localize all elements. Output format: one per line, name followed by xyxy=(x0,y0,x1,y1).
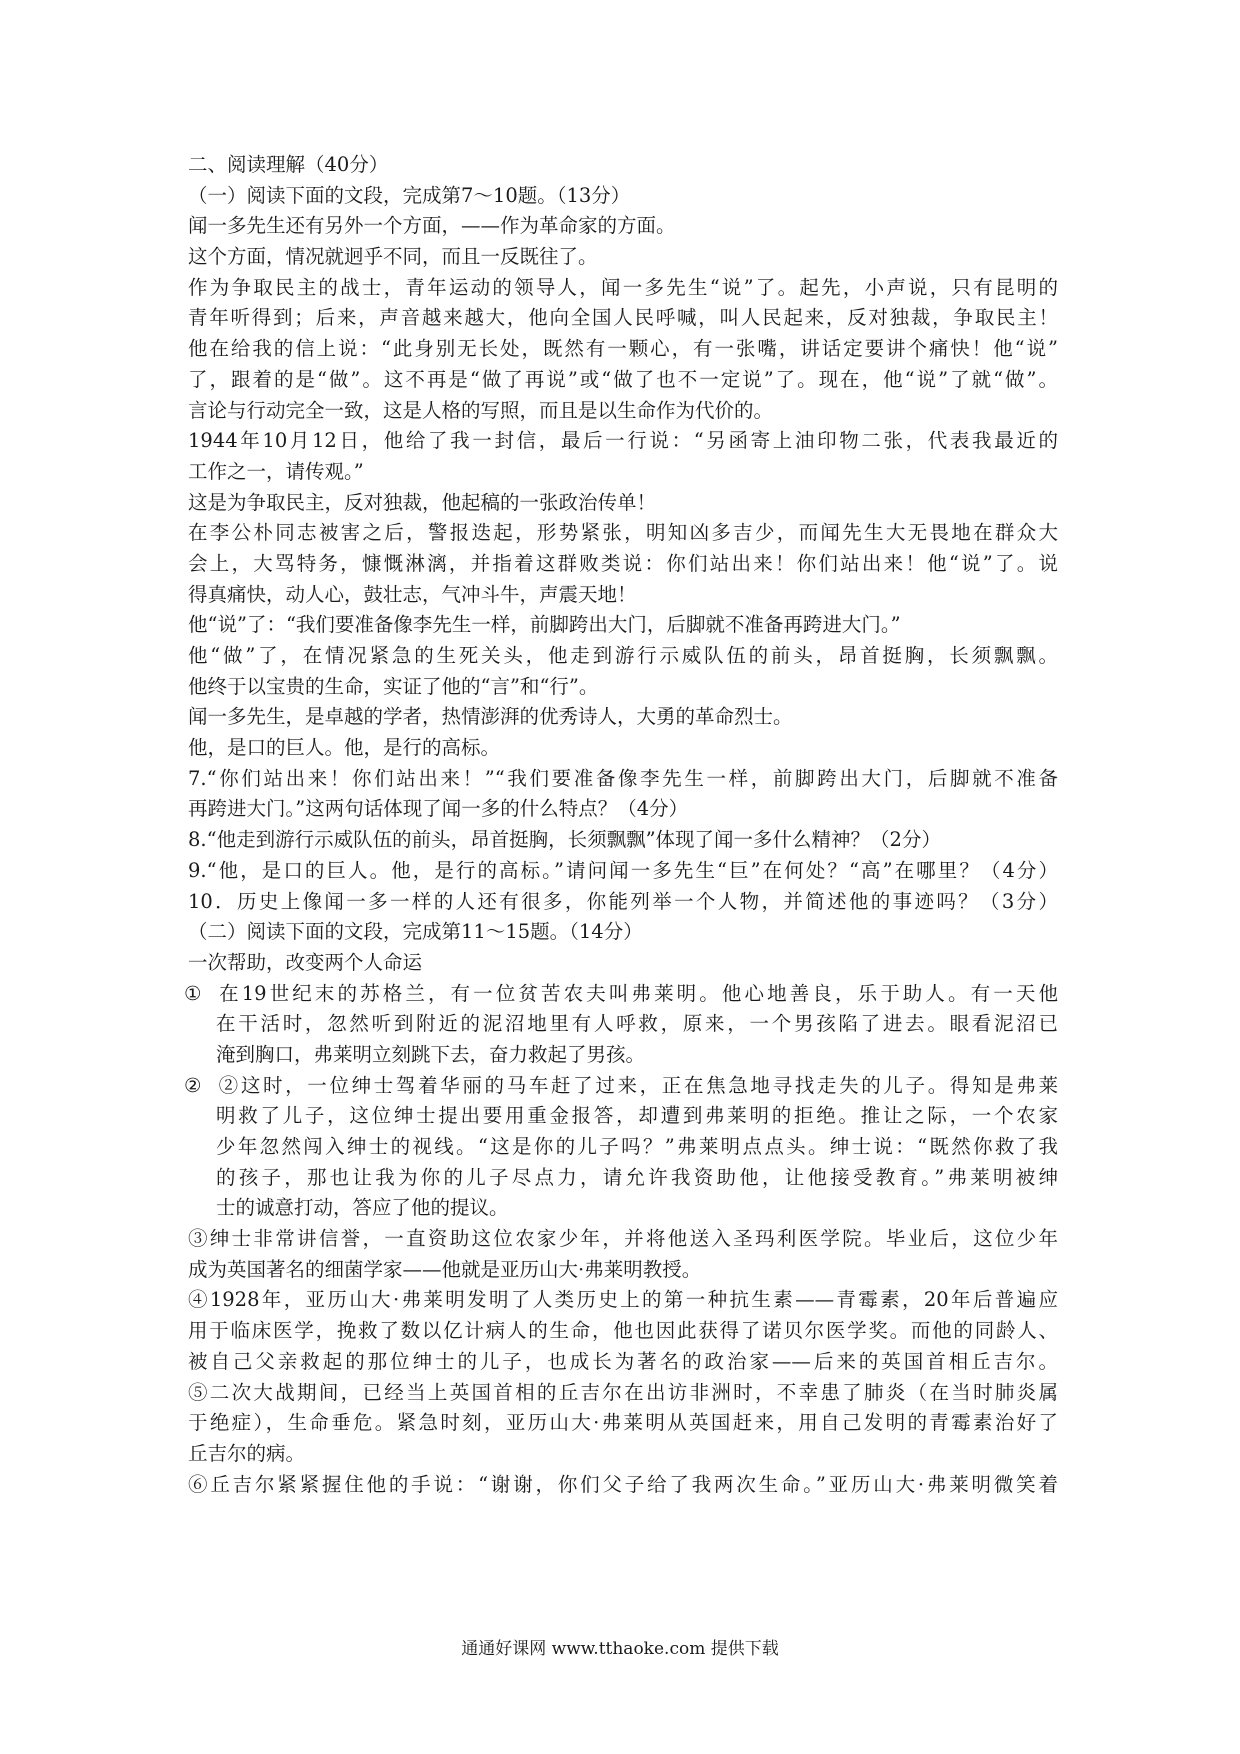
text-line xyxy=(188,1163,1058,1194)
text-line xyxy=(188,764,1058,795)
text-line xyxy=(188,917,1058,948)
line-text: 8.“他走到游行示威队伍的前头，昂首挺胸，长须飘飘”体现了闻一多什么精神？（2分） xyxy=(188,828,941,852)
text-line xyxy=(188,672,1058,703)
line-text: 闻一多先生，是卓越的学者，热情澎湃的优秀诗人，大勇的革命烈士。 xyxy=(188,705,793,729)
text-line xyxy=(188,1470,1058,1501)
text-line xyxy=(188,1408,1058,1439)
line-text: 了，跟着的是“做”。这不再是“做了再说”或“做了也不一定说”了。现在，他“说”了就“做”。 xyxy=(188,367,1058,391)
text-line xyxy=(188,549,1058,580)
text-line xyxy=(188,181,1058,212)
line-text: （二）阅读下面的文段，完成第11～15题。（14分） xyxy=(188,920,643,944)
text-line xyxy=(188,396,1058,427)
text-line xyxy=(188,303,1058,334)
line-text: 工作之一，请传观。” xyxy=(188,459,364,483)
line-text: 9.“他，是口的巨人。他，是行的高标。”请问闻一多先生“巨”在何处？“高”在哪里？（4分） xyxy=(188,858,1058,882)
line-text: 得真痛快，动人心，鼓壮志，气冲斗牛，声震天地！ xyxy=(188,582,637,606)
line-text: 丘吉尔的病。 xyxy=(188,1441,306,1465)
text-line xyxy=(188,518,1058,549)
line-text: ③绅士非常讲信誉，一直资助这位农家少年，并将他送入圣玛利医学院。毕业后，这位少年 xyxy=(188,1227,1058,1251)
text-line xyxy=(184,979,1058,1010)
text-line xyxy=(188,580,1058,611)
text-line xyxy=(188,242,1058,273)
text-line xyxy=(188,1439,1058,1470)
line-text: 于绝症），生命垂危。紧急时刻，亚历山大·弗莱明从英国赶来，用自己发明的青霉素治好了 xyxy=(188,1411,1058,1435)
text-line xyxy=(188,948,1058,979)
text-line xyxy=(188,150,1058,181)
line-text: 一次帮助，改变两个人命运 xyxy=(188,950,423,974)
paragraph-number: ① xyxy=(184,981,202,1005)
text-line xyxy=(188,1040,1058,1071)
text-line xyxy=(188,1347,1058,1378)
text-line xyxy=(188,825,1058,856)
line-text: 的孩子，那也让我为你的儿子尽点力，请允许我资助他，让他接受教育。”弗莱明被绅 xyxy=(216,1165,1058,1189)
line-text: 青年听得到；后来，声音越来越大，他向全国人民呼喊，叫人民起来，反对独裁，争取民主！ xyxy=(188,306,1058,330)
line-text: 他“说”了：“我们要准备像李先生一样，前脚跨出大门，后脚就不准备再跨进大门。” xyxy=(188,613,901,637)
text-line xyxy=(188,1009,1058,1040)
line-text: 二、阅读理解（40分） xyxy=(188,153,389,176)
page-footer: 通通好课网 www.tthaoke.com 提供下载 xyxy=(461,1639,779,1659)
text-line xyxy=(188,1193,1058,1224)
text-line xyxy=(188,1255,1058,1286)
text-line xyxy=(188,1316,1058,1347)
line-text: 他在给我的信上说：“此身别无长处，既然有一颗心，有一张嘴，讲话定要讲个痛快！他“说” xyxy=(188,337,1058,361)
line-text: 他，是口的巨人。他，是行的高标。 xyxy=(188,736,501,760)
line-text: 这是为争取民主，反对独裁，他起稿的一张政治传单！ xyxy=(188,490,657,514)
text-line xyxy=(188,334,1058,365)
line-text: 再跨进大门。”这两句话体现了闻一多的什么特点？（4分） xyxy=(188,797,689,821)
text-line xyxy=(188,794,1058,825)
line-text: （一）阅读下面的文段，完成第7～10题。（13分） xyxy=(188,183,631,207)
line-text: 淹到胸口，弗莱明立刻跳下去，奋力救起了男孩。 xyxy=(216,1042,646,1066)
text-line xyxy=(188,426,1058,457)
line-text: 用于临床医学，挽救了数以亿计病人的生命，他也因此获得了诺贝尔医学奖。而他的同龄人、 xyxy=(188,1319,1058,1343)
text-line xyxy=(188,856,1058,887)
line-text: 明救了儿子，这位绅士提出要用重金报答，却遭到弗莱明的拒绝。推让之际，一个农家 xyxy=(216,1104,1058,1128)
text-line xyxy=(188,1224,1058,1255)
line-text: 10．历史上像闻一多一样的人还有很多，你能列举一个人物，并简述他的事迹吗？（3分） xyxy=(188,889,1058,913)
text-line xyxy=(188,488,1058,519)
text-line xyxy=(188,1132,1058,1163)
line-text: ④1928年，亚历山大·弗莱明发明了人类历史上的第一种抗生素——青霉素，20年后普遍应 xyxy=(188,1288,1058,1312)
line-text: ②这时，一位绅士驾着华丽的马车赶了过来，正在焦急地寻找走失的儿子。得知是弗莱 xyxy=(216,1073,1058,1097)
document-body xyxy=(184,150,1058,1500)
line-text: 在李公朴同志被害之后，警报迭起，形势紧张，明知凶多吉少，而闻先生大无畏地在群众大 xyxy=(188,521,1058,545)
line-text: 言论与行动完全一致，这是人格的写照，而且是以生命作为代价的。 xyxy=(188,398,774,422)
text-line xyxy=(188,211,1058,242)
paragraph-number: ② xyxy=(184,1073,202,1097)
text-line xyxy=(188,365,1058,396)
text-line xyxy=(188,887,1058,918)
line-text: ⑤二次大战期间，已经当上英国首相的丘吉尔在出访非洲时，不幸患了肺炎（在当时肺炎属 xyxy=(188,1380,1058,1404)
text-line xyxy=(188,1101,1058,1132)
text-line xyxy=(188,457,1058,488)
text-line xyxy=(188,1378,1058,1409)
line-text: 会上，大骂特务，慷慨淋漓，并指着这群败类说：你们站出来！你们站出来！他“说”了。说 xyxy=(188,551,1058,575)
line-text: 士的诚意打动，答应了他的提议。 xyxy=(216,1196,509,1220)
line-text: 成为英国著名的细菌学家——他就是亚历山大·弗莱明教授。 xyxy=(188,1257,702,1281)
line-text: 1944年10月12日，他给了我一封信，最后一行说：“另函寄上油印物二张，代表我最近的 xyxy=(188,429,1058,453)
line-text: 他“做”了，在情况紧急的生死关头，他走到游行示威队伍的前头，昂首挺胸，长须飘飘。 xyxy=(188,644,1058,667)
line-text: 这个方面，情况就迥乎不同，而且一反既往了。 xyxy=(188,245,598,269)
line-text: 在19世纪末的苏格兰，有一位贫苦农夫叫弗莱明。他心地善良，乐于助人。有一天他 xyxy=(216,981,1058,1005)
line-text: 他终于以宝贵的生命，实证了他的“言”和“行”。 xyxy=(188,674,599,698)
text-line xyxy=(188,1285,1058,1316)
text-line xyxy=(188,610,1058,641)
line-text: 在干活时，忽然听到附近的泥沼地里有人呼救，原来，一个男孩陷了进去。眼看泥沼已 xyxy=(216,1012,1058,1036)
line-text: 少年忽然闯入绅士的视线。“这是你的儿子吗？”弗莱明点点头。绅士说：“既然你救了我 xyxy=(216,1135,1058,1158)
line-text: 被自己父亲救起的那位绅士的儿子，也成长为著名的政治家——后来的英国首相丘吉尔。 xyxy=(188,1349,1058,1373)
line-text: ⑥丘吉尔紧紧握住他的手说：“谢谢，你们父子给了我两次生命。”亚历山大·弗莱明微笑着 xyxy=(188,1472,1058,1496)
text-line xyxy=(184,1071,1058,1102)
line-text: 闻一多先生还有另外一个方面，——作为革命家的方面。 xyxy=(188,214,676,238)
text-line xyxy=(188,273,1058,304)
text-line xyxy=(188,733,1058,764)
line-text: 作为争取民主的战士，青年运动的领导人，闻一多先生“说”了。起先，小声说，只有昆明的 xyxy=(188,275,1058,299)
text-line xyxy=(188,641,1058,672)
line-text: 7.“你们站出来！你们站出来！”“我们要准备像李先生一样，前脚跨出大门，后脚就不准备 xyxy=(188,766,1058,790)
text-line xyxy=(188,702,1058,733)
